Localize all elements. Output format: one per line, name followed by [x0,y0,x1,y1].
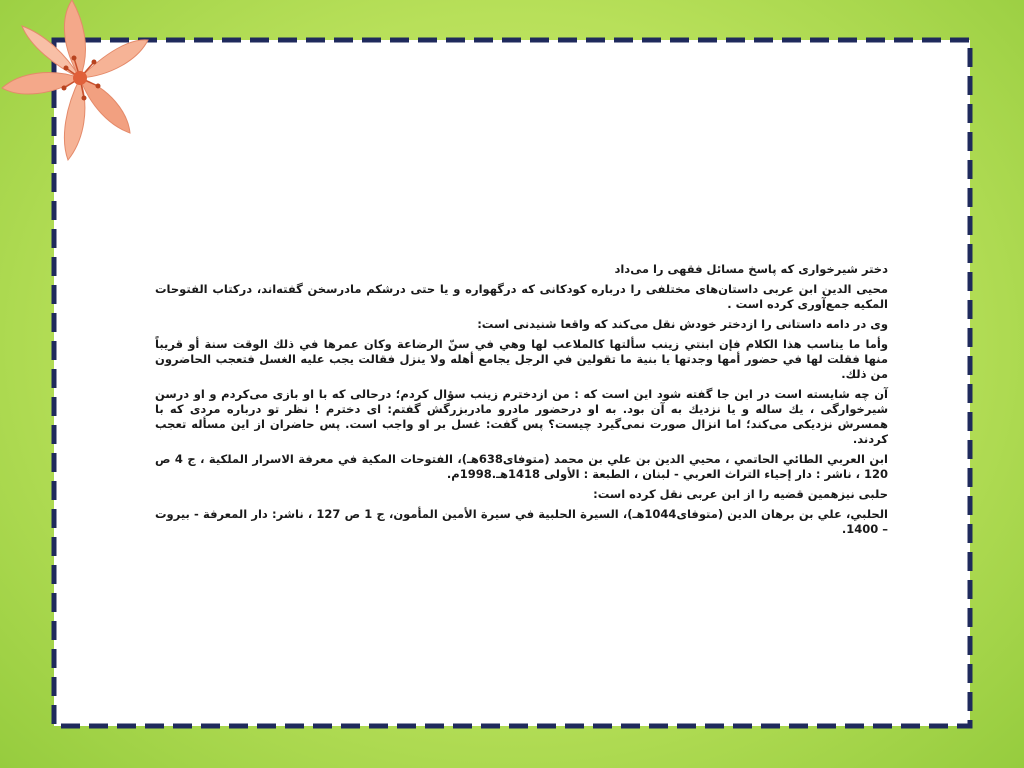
paragraph-citation-2: الحلبي، علي بن برهان الدين (متوفای1044هـ)، السيرة الحلبية في سيرة الأمين المأمون، ج 1 ص 127 ، ناشر: دار المعرفة - بيروت – 1400. [155,507,888,536]
lily-flower-icon [0,0,150,170]
document-body [155,262,888,542]
paragraph-title: دختر شیرخواری که پاسخ مسائل فقهی را می‌داد [614,262,888,276]
paragraph-translation: آن چه شایسته است در این جا گفته شود این است که : من ازدخترم زینب سؤال کردم؛ درحالی که با او بازی می‌کردم و او درسن شیرخوارگی ، یك ساله و یا نزدیك به آن بود. به او درحضور مادرو مادربزرگش گفتم: ای دخترم ! نظر تو درباره مردی که با همسرش نزدیکی می‌کند؛ اما انزال صورت نمی‌گیرد چیست؟ پس گفت: غسل بر او واجب است. پس حاضران از این مسأله تعجب کردند. [155,387,888,446]
paragraph-citation-1: ابن العربي الطائي الحاتمي ، محيي الدين بن علي بن محمد (متوفای638هـ)، الفتوحات المكية في معرفة الاسرار الملكية ، ج 4 ص 120 ، ناشر : دار إحياء التراث العربي - لبنان ، الطبعة : الأولى 1418هـ.1998م. [155,452,888,481]
paragraph-lead: وی در دامه داستانی را ازدختر خودش نقل می‌کند که واقعا شنیدنی است: [477,317,888,331]
paragraph-arabic-quote: وأما ما يناسب هذا الكلام فإن ابنتي زينب سألتها كالملاعب لها وهي في سنّ الرضاعة وكان عمرها في ذلك الوقت سنة أو قريباً منها فقلت لها في حضور أمها وجدتها يا بنية ما تقولين في الرجل يجامع أهله ولا ينزل فقالت يجب عليه الغسل فتعجب الحاضرون من ذلك. [155,337,888,381]
paragraph-intro: محیی الدین ابن عربی داستان‌های مختلفی را درباره کودکانی که درگهواره و یا حتی درشکم مادرسخن گفته‌اند، درکتاب الفتوحات المکیه جمع‌آوری کرده است . [155,282,888,311]
paragraph-halabi-note: حلبی نیزهمین قضیه را از ابن عربی نقل کرده است: [593,487,888,501]
